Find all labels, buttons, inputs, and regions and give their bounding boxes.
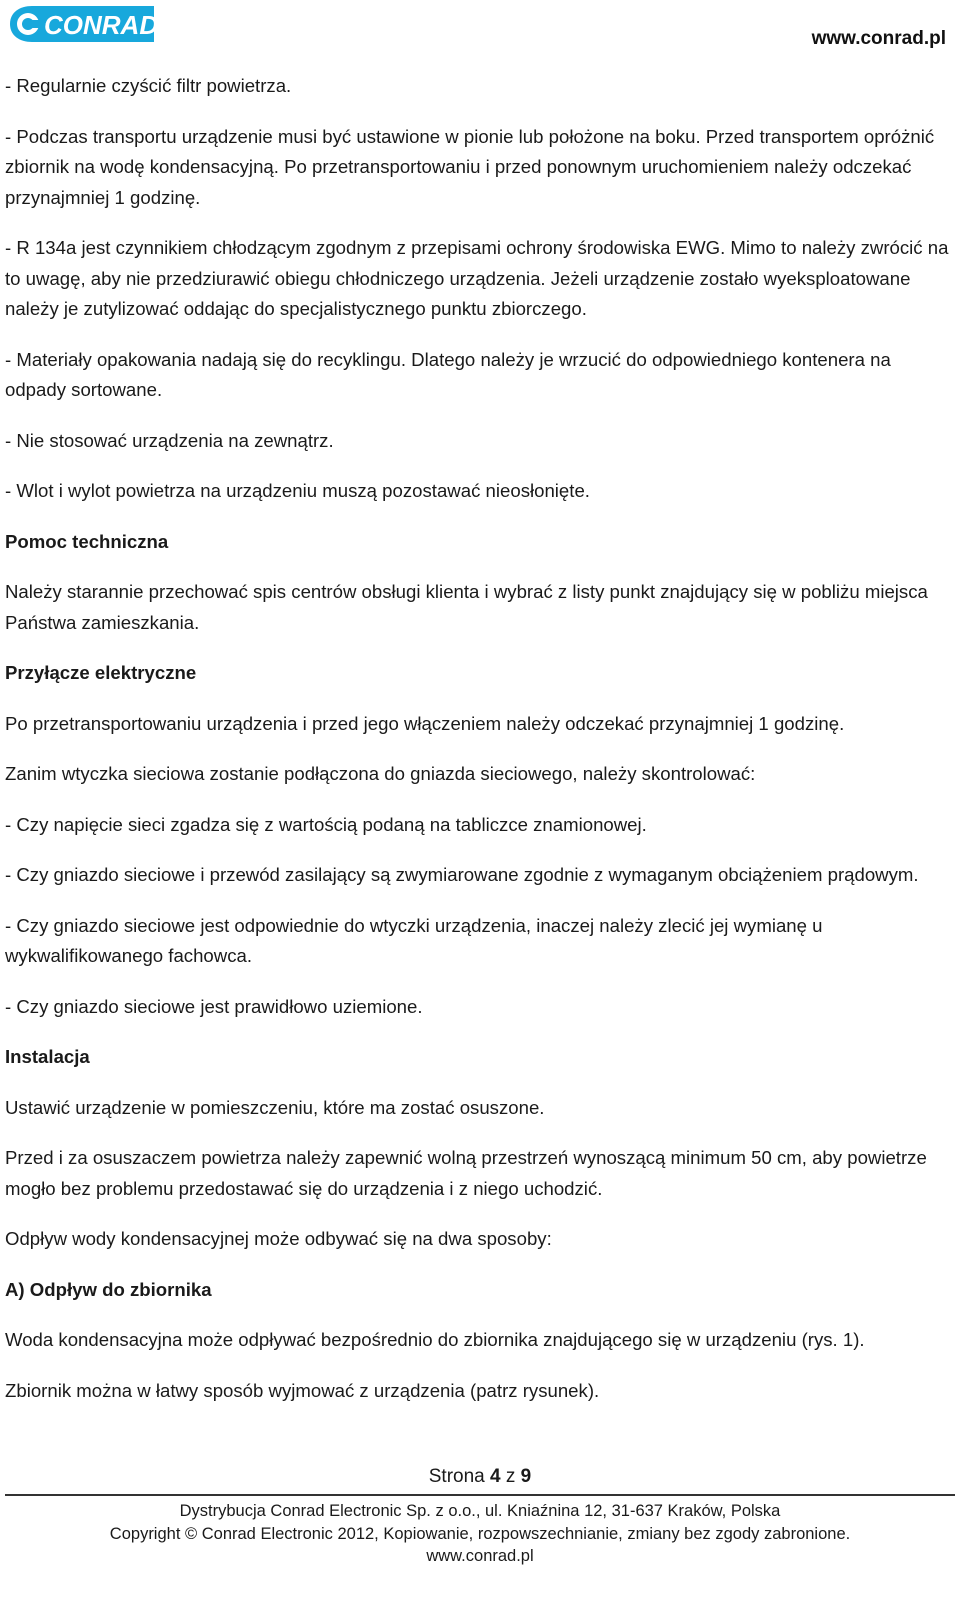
paragraph: - Nie stosować urządzenia na zewnątrz. [5,429,334,451]
paragraph: - Czy gniazdo sieciowe jest odpowiednie do wtyczki urządzenia, inaczej należy zlecić jej wymianę u wykwalifikowanego fachowca. [5,914,823,966]
paragraph: - Czy gniazdo sieciowe jest prawidłowo uziemione. [5,995,423,1017]
paragraph: Woda kondensacyjna może odpływać bezpośrednio do zbiornika znajdującego się w urządzeniu (rys. 1). [5,1329,865,1350]
paragraph: - Wlot i wylot powietrza na urządzeniu muszą pozostawać nieosłonięte. [5,480,590,501]
page-number [0,1466,960,1488]
page-separator: z [505,1466,516,1487]
paragraph: - R 134a jest czynnikiem chłodzącym zgodnym z przepisami ochrony środowiska EWG. Mimo to należy zwrócić na to uwagę, aby nie przedziurawić obiegu chłodniczego urządzenia. Jeżeli urządzenie zostało wyeksploatowane należy je zutylizować oddając do specjalistycznego punktu zbiorczego. [5,237,949,319]
section-heading: A) Odpływ do zbiornika [5,1278,212,1300]
logo-text: CONRAD [44,10,159,40]
section-heading: Pomoc techniczna [5,530,169,552]
paragraph: Ustawić urządzenie w pomieszczeniu, które ma zostać osuszone. [5,1096,545,1118]
page-label: Strona [428,1466,485,1487]
paragraph: - Czy napięcie sieci zgadza się z wartością podaną na tabliczce znamionowej. [5,813,647,835]
paragraph: Po przetransportowaniu urządzenia i przed jego włączeniem należy odczekać przynajmniej 1 godzinę. [5,712,845,734]
page-header [0,0,960,60]
paragraph: Przed i za osuszaczem powietrza należy zapewnić wolną przestrzeń wynoszącą minimum 50 cm, aby powietrze mogło bez problemu przedostawać się do urządzenia i z niego uchodzić. [5,1147,927,1199]
paragraph: - Regularnie czyścić filtr powietrza. [5,75,292,96]
paragraph: Należy starannie przechować spis centrów obsługi klienta i wybrać z listy punkt znajdujący się w pobliżu miejsca Państwa zamieszkania. [5,581,928,633]
paragraph: Zanim wtyczka sieciowa zostanie podłączona do gniazda sieciowego, należy skontrolować: [5,763,756,784]
page-total: 9 [520,1466,532,1487]
section-heading: Przyłącze elektryczne [5,662,197,683]
site-url[interactable]: www.conrad.pl [811,28,946,49]
footer-distribution: Dystrybucja Conrad Electronic Sp. z o.o., ul. Kniaźnina 12, 31-637 Kraków, Polska [179,1502,781,1520]
paragraph: Zbiornik można w łatwy sposób wyjmować z urządzenia (patrz rysunek). [5,1379,600,1401]
footer-url[interactable]: www.conrad.pl [426,1547,534,1565]
paragraph: - Materiały opakowania nadają się do recyklingu. Dlatego należy je wrzucić do odpowiedniego kontenera na odpady sortowane. [5,348,891,400]
page-footer [0,1500,960,1568]
paragraph: - Czy gniazdo sieciowe i przewód zasilający są zwymiarowane zgodnie z wymaganym obciążeniem prądowym. [5,864,919,885]
paragraph: Odpływ wody kondensacyjnej może odbywać się na dwa sposoby: [5,1228,552,1249]
document-body [5,71,955,1426]
conrad-logo-icon [4,2,164,46]
footer-divider [5,1494,955,1496]
footer-copyright: Copyright © Conrad Electronic 2012, Kopiowanie, rozpowszechnianie, zmiany bez zgody zabronione. [109,1524,851,1543]
section-heading: Instalacja [5,1046,90,1067]
page-current: 4 [490,1466,501,1487]
paragraph: - Podczas transportu urządzenie musi być ustawione w pionie lub położone na boku. Przed transportem opróżnić zbiornik na wodę kondensacyjną. Po przetransportowaniu i przed ponownym uruchomieniem należy odczekać przynajmniej 1 godzinę. [5,125,935,208]
